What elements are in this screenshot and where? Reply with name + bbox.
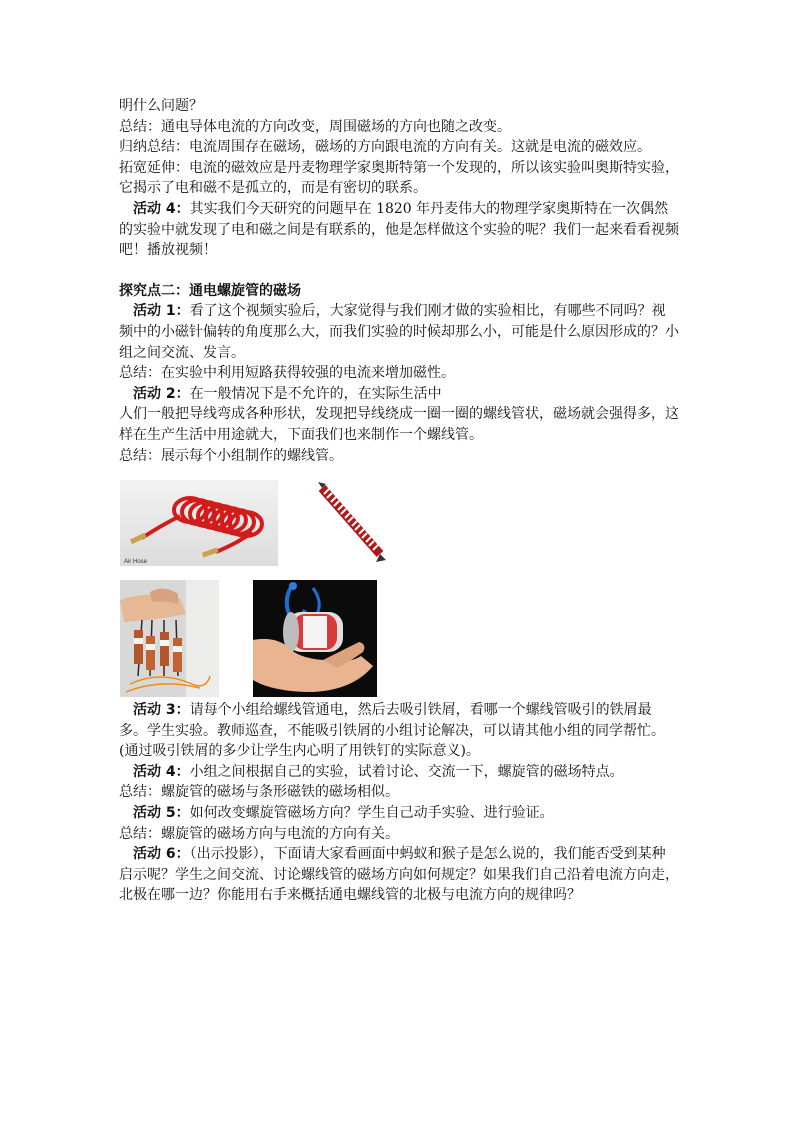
paragraph: 人们一般把导线弯成各种形状，发现把导线绕成一圈一圈的螺线管状，磁场就会强得多，这样在生产生活中用途就大，下面我们也来制作一个螺线管。: [119, 406, 679, 443]
activity-paragraph: 活动 4：小组之间根据自己的实验，试着讨论、交流一下，螺旋管的磁场特点。: [133, 763, 624, 780]
activity-paragraph: 活动 6：（出示投影），下面请大家看画面中蚂蚁和猴子是怎么说的，我们能否受到某种启示呢？学生之间交流、讨论螺线管的磁场方向如何规定？如果我们自己沿着电流方向走，北极在哪一边？你能用右手来概括通电螺线管的北极与电流方向的规律吗？: [119, 846, 679, 904]
activity-paragraph: 活动 4：其实我们今天研究的问题早在 1820 年丹麦伟大的物理学家奥斯特在一次偶然的实验中就发现了电和磁之间是有联系的，他是怎样做这个实验的呢？我们一起来看看视频吧！播放视频！: [119, 200, 679, 259]
summary-paragraph: 总结：螺旋管的磁场与条形磁铁的磁场相似。: [119, 784, 399, 801]
activity-paragraph: 活动 3：请每个小组给螺线管通电，然后去吸引铁屑，看哪一个螺线管吸引的铁屑最多。学生实验。教师巡查，不能吸引铁屑的小组讨论解决，可以请其他小组的同学帮忙。(通过吸引铁屑的多少让学生内心明了用铁钉的实际意义)。: [119, 702, 665, 760]
photo-air-hose: [120, 480, 278, 566]
summary-paragraph: 总结：螺旋管的磁场方向与电流的方向有关。: [119, 825, 399, 842]
activity-paragraph: 活动 5：如何改变螺旋管磁场方向？学生自己动手实验、进行验证。: [133, 804, 554, 821]
section-heading: 探究点二：通电螺旋管的磁场: [119, 282, 301, 299]
paragraph: 明什么问题？: [119, 98, 203, 114]
summary-paragraph: 总结：通电导体电流的方向改变，周围磁场的方向也随之改变。: [119, 118, 511, 135]
text-block-1: [119, 96, 679, 466]
photo-caption: Air Hose: [124, 559, 148, 565]
photo-hand-coils: [120, 580, 219, 697]
text-block-3: [119, 700, 679, 906]
conclusion-paragraph: 归纳总结：电流周围存在磁场，磁场的方向跟电流的方向有关。这就是电流的磁效应。: [119, 139, 651, 156]
summary-paragraph: 总结：展示每个小组制作的螺线管。: [119, 447, 343, 464]
photo-coil-battery: [253, 580, 377, 697]
extension-paragraph: 拓宽延伸：电流的磁效应是丹麦物理学家奥斯特第一个发现的，所以该实验叫奥斯特实验，它揭示了电和磁不是孤立的，而是有密切的联系。: [119, 159, 679, 197]
activity-paragraph: 活动 1：看了这个视频实验后，大家觉得与我们刚才做的实验相比，有哪些不同吗？视频中的小磁针偏转的角度那么大，而我们实验的时候却那么小，可能是什么原因形成的？小组之间交流、发言。: [119, 303, 679, 361]
summary-paragraph: 总结：在实验中利用短路获得较强的电流来增加磁性。: [119, 365, 455, 382]
activity-paragraph: 活动 2：在一般情况下是不允许的，在实际生活中: [133, 385, 442, 402]
photo-striped-coil: [296, 480, 391, 566]
